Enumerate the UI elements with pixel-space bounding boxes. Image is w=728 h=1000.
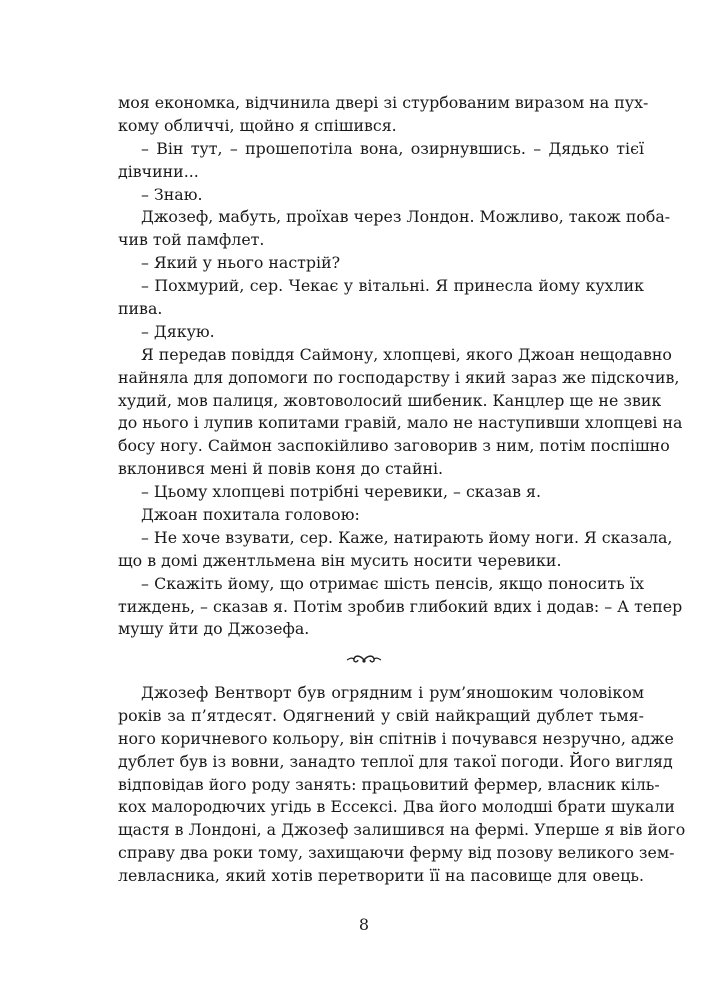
text-line: вклонився мені й повів коня до стайні. — [118, 459, 444, 479]
text-line: тиждень, – сказав я. Потім зробив глибокий вдих і додав: – А тепер — [118, 596, 683, 616]
text-line: левласника, який хотів перетворити її на пасовище для овець. — [118, 866, 644, 886]
text-line: щастя в Лондоні, а Джозеф залишився на фермі. Уперше я вів його — [118, 820, 686, 840]
text-line: Джозеф Вентворт був огрядним і рум’яношоким чоловіком — [141, 683, 644, 702]
text-line: найняла для допомоги по господарству і який зараз же підскочив, — [118, 367, 680, 387]
text-line: мушу йти до Джозефа. — [118, 619, 310, 639]
text-line: Я передав повіддя Саймону, хлопцеві, якого Джоан нещодавно — [141, 344, 672, 364]
text-line: кох малородючих угідь в Ессексі. Два його молодші брати шукали — [118, 797, 675, 817]
text-line: – Він тут, – прошепотіла вона, озирнувшись. – Дядько тієї — [141, 138, 644, 158]
text-line: – Скажіть йому, що отримає шість пенсів, якщо поносить їх — [141, 573, 644, 593]
text-line: – Похмурий, сер. Чекає у вітальні. Я принесла йому кухлик — [141, 276, 644, 296]
text-line: – Не хоче взувати, сер. Каже, натирають йому ноги. Я сказала, — [141, 527, 673, 547]
text-line: – Знаю. — [141, 184, 203, 204]
text-line: пива. — [118, 299, 163, 319]
text-line: до нього і лупив копитами гравій, мало не наступивши хлопцеві на — [118, 413, 683, 433]
text-line: – Який у нього настрій? — [141, 253, 341, 273]
text-line: босу ногу. Саймон заспокійливо заговорив з ним, потім поспішно — [118, 436, 670, 456]
text-line: дублет був із вовни, занадто теплої для такої погоди. Його вигляд — [118, 751, 673, 771]
text-line: моя економка, відчинила двері зі стурбованим виразом на пух- — [118, 93, 649, 112]
text-block-top — [118, 92, 683, 641]
text-line: – Дякую. — [141, 321, 215, 341]
text-line: – Цьому хлопцеві потрібні черевики, – сказав я. — [141, 482, 542, 502]
text-line: Джоан похитала головою: — [141, 505, 360, 525]
text-line: кому обличчі, щойно я спішився. — [118, 115, 397, 135]
text-line: худий, мов палиця, жовтоволосий шибеник. Канцлер ще не звик — [118, 390, 662, 410]
text-line: відповідав його роду занять: працьовитий фермер, власник кіль- — [118, 774, 660, 794]
decorative-flourish-icon — [346, 653, 382, 667]
text-block-bottom — [118, 682, 686, 888]
page-number: 8 — [358, 915, 370, 934]
text-line: ного коричневого кольору, він спітнів і почувався незручно, адже — [118, 728, 674, 748]
section-break — [0, 652, 728, 672]
text-line: Джозеф, мабуть, проїхав через Лондон. Можливо, також поба- — [141, 207, 671, 227]
text-line: дівчини... — [118, 161, 199, 181]
text-line: років за п’ятдесят. Одягнений у свій найкращий дублет тьмя- — [118, 705, 644, 725]
text-line: справу два роки тому, захищаючи ферму від позову великого зем- — [118, 843, 675, 863]
text-line: що в домі джентльмена він мусить носити черевики. — [118, 550, 562, 570]
text-line: чив той памфлет. — [118, 230, 265, 250]
